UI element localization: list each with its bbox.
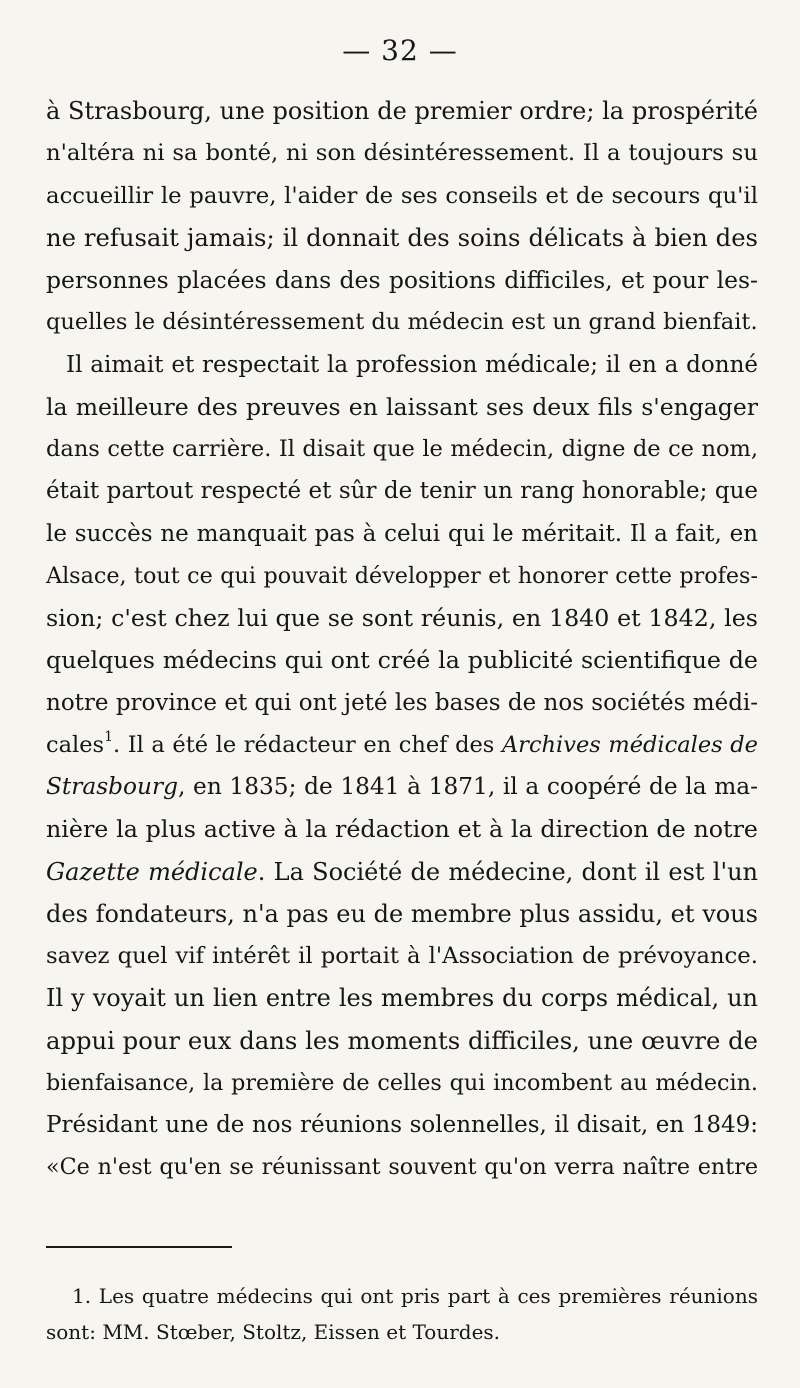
paragraph-2 <box>46 344 758 1189</box>
text-line: appui pour eux dans les moments difficiles, une œuvre de <box>46 1025 758 1055</box>
text-segment: . La Société de médecine, dont il est l'un <box>257 857 758 886</box>
text-line: Alsace, tout ce qui pouvait développer et honorer cette profes- <box>46 562 758 589</box>
text-line: la meilleure des preuves en laissant ses deux fils s'engager <box>46 392 758 421</box>
italic-title: Strasbourg <box>46 773 179 800</box>
paragraph-1 <box>46 90 758 344</box>
footnote-reference: 1 <box>104 728 113 745</box>
text-segment: . Il a été le rédacteur en chef des <box>113 731 502 758</box>
text-line: Il y voyait un lien entre les membres du corps médical, un <box>46 984 758 1013</box>
text-line: ne refusait jamais; il donnait des soins délicats à bien des <box>46 222 758 252</box>
text-line: Il aimait et respectait la profession médicale; il en a donné <box>66 351 758 378</box>
text-line <box>46 724 758 766</box>
text-line: «Ce n'est qu'en se réunissant souvent qu'on verra naître entre <box>46 1154 758 1181</box>
text-line: savez quel vif intérêt il portait à l'Association de prévoyance. <box>46 943 758 969</box>
text-line: bienfaisance, la première de celles qui incombent au médecin. <box>46 1069 758 1096</box>
text-line: quelques médecins qui ont créé la publicité scientifique de <box>46 646 758 675</box>
text-line <box>46 766 758 808</box>
text-line <box>46 851 758 893</box>
text-line: Présidant une de nos réunions solennelles, il disait, en 1849: <box>46 1112 758 1138</box>
text-line: à Strasbourg, une position de premier ordre; la prospérité <box>46 97 758 125</box>
page-number: — 32 — <box>342 34 458 67</box>
text-line: des fondateurs, n'a pas eu de membre plus assidu, et vous <box>46 899 758 928</box>
text-line: sion; c'est chez lui que se sont réunis, en 1840 et 1842, les <box>46 604 758 632</box>
text-line: quelles le désintéressement du médecin est un grand bienfait. <box>46 309 758 336</box>
text-line: dans cette carrière. Il disait que le médecin, digne de ce nom, <box>46 436 758 462</box>
text-line: était partout respecté et sûr de tenir un rang honorable; que <box>46 478 758 505</box>
text-segment: , en 1835; de 1841 à 1871, il a coopéré de la ma- <box>178 773 758 800</box>
footnote-line: 1. Les quatre médecins qui ont pris part à ces premières réunions <box>72 1284 758 1308</box>
text-line: n'altéra ni sa bonté, ni son désintéressement. Il a toujours su <box>46 140 758 167</box>
text-line: le succès ne manquait pas à celui qui le méritait. Il a fait, en <box>46 520 758 547</box>
text-line: notre province et qui ont jeté les bases de nos sociétés médi- <box>46 689 759 716</box>
italic-title: Gazette médicale <box>46 857 258 886</box>
text-segment: cales <box>46 731 105 758</box>
text-line: accueillir le pauvre, l'aider de ses conseils et de secours qu'il <box>46 182 758 209</box>
text-line: nière la plus active à la rédaction et à la direction de notre <box>46 815 758 844</box>
italic-title: Archives médicales de <box>501 731 758 758</box>
body-text <box>46 90 758 1189</box>
text-line: personnes placées dans des positions difficiles, et pour les- <box>46 266 758 294</box>
footnote-separator <box>46 1246 232 1248</box>
footnote <box>46 1278 758 1350</box>
footnote-line: sont: MM. Stœber, Stoltz, Eissen et Tourdes. <box>46 1320 501 1344</box>
